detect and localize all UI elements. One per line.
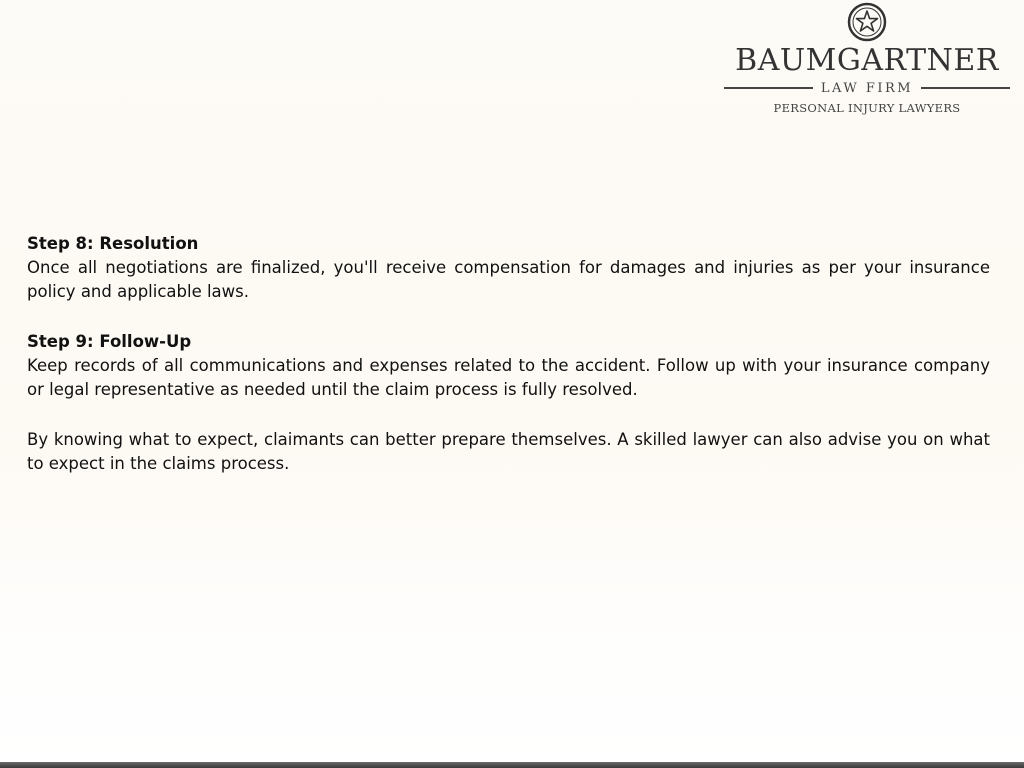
- logo-firm-name: BAUMGARTNER: [735, 43, 999, 78]
- logo-subtitle-row: [724, 78, 1010, 98]
- closing-section: [27, 428, 990, 476]
- logo-tagline: PERSONAL INJURY LAWYERS: [773, 101, 961, 115]
- step-8-heading: Step 8: Resolution: [27, 234, 199, 253]
- logo-rule-right: [921, 87, 1010, 89]
- slide-content: [27, 232, 990, 502]
- firm-logo: [724, 2, 1010, 120]
- closing-text: By knowing what to expect, claimants can better prepare themselves. A skilled lawyer can also advise you on what to expect in the claims process.: [27, 430, 990, 473]
- step-8-text: Once all negotiations are finalized, you'll receive compensation for damages and injuries as per your insurance policy and applicable laws.: [27, 258, 990, 301]
- star-circle-icon: [847, 2, 887, 42]
- logo-rule-left: [724, 87, 813, 89]
- step-9-text: Keep records of all communications and expenses related to the accident. Follow up with your insurance company or legal representative as needed until the claim process is fully resolved.: [27, 356, 990, 399]
- step-9-heading: Step 9: Follow-Up: [27, 332, 192, 351]
- step-9-section: [27, 330, 990, 402]
- bottom-divider: [0, 762, 1024, 768]
- logo-subtitle: LAW FIRM: [820, 80, 914, 96]
- step-8-section: [27, 232, 990, 304]
